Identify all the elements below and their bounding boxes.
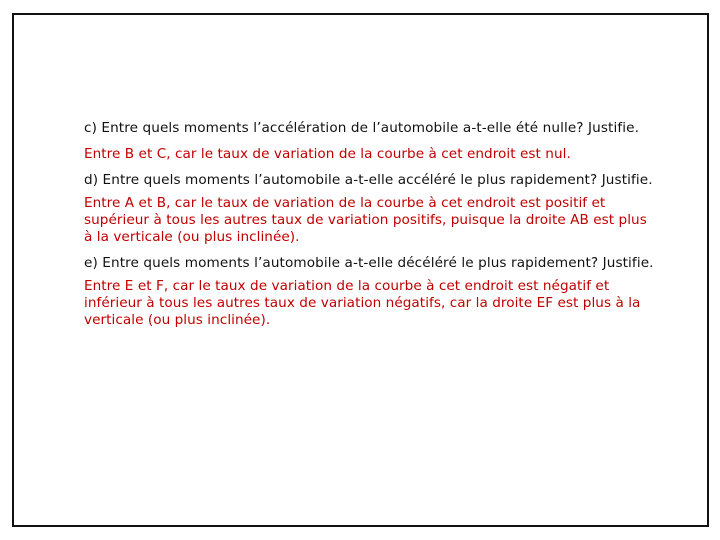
answer-d: Entre A et B, car le taux de variation de la courbe à cet endroit est positif et supérieur à tous les autres taux de variation positifs, puisque la droite AB est plus à la verticale (ou plus inclinée). [84, 195, 647, 245]
question-e: e) Entre quels moments l’automobile a-t-elle décéléré le plus rapidement? Justifie. [84, 255, 654, 271]
answer-c: Entre B et C, car le taux de variation de la courbe à cet endroit est nul. [84, 146, 571, 162]
slide-content [84, 120, 659, 329]
question-c: c) Entre quels moments l’accélération de l’automobile a-t-elle été nulle? Justifie. [84, 120, 639, 136]
answer-e: Entre E et F, car le taux de variation de la courbe à cet endroit est négatif et inférieur à tous les autres taux de variation négatifs, car la droite EF est plus à la verticale (ou plus inclinée). [84, 278, 641, 328]
question-d: d) Entre quels moments l’automobile a-t-elle accéléré le plus rapidement? Justifie. [84, 172, 653, 188]
